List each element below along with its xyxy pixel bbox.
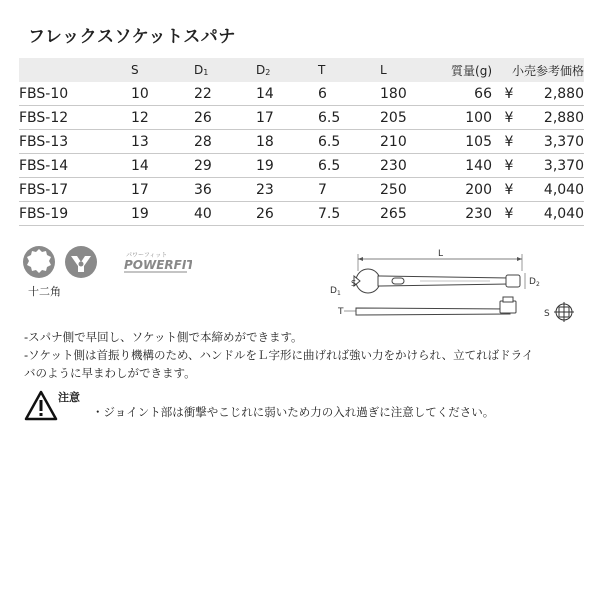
cell-d2: 26 [256, 202, 318, 226]
table-row [19, 130, 584, 154]
cell-mass: 66 [444, 82, 492, 106]
cell-t: 7.5 [318, 202, 380, 226]
table-row [19, 202, 584, 226]
cell-d1: 36 [194, 178, 256, 202]
cell-model: FBS-12 [19, 106, 131, 130]
cell-model: FBS-14 [19, 154, 131, 178]
cell-d1: 28 [194, 130, 256, 154]
cell-t: 6.5 [318, 154, 380, 178]
cell-t: 6 [318, 82, 380, 106]
cell-d1: 26 [194, 106, 256, 130]
powerfit-logo [124, 252, 192, 272]
header-t: T [318, 58, 380, 82]
header-model [19, 58, 131, 82]
cell-d2: 17 [256, 106, 318, 130]
table-row [19, 82, 584, 106]
label-d2: $D_2$ [529, 277, 540, 288]
svg-text:パワーフィット: パワーフィット [126, 252, 168, 259]
cell-l: 180 [380, 82, 444, 106]
twelve-point-label: 十二角 [28, 285, 61, 298]
table-row [19, 178, 584, 202]
cell-s: 19 [131, 202, 194, 226]
label-s: S [351, 279, 357, 288]
note-line: -スパナ側で早回し、ソケット側で本締めができます。 [24, 330, 303, 344]
wrench-top-view [354, 269, 520, 293]
cell-l: 210 [380, 130, 444, 154]
cell-s: 14 [131, 154, 194, 178]
table-row [19, 106, 584, 130]
caution-label: 注意 [58, 391, 80, 404]
header-d1: $D_1$ [194, 58, 256, 82]
cell-d2: 18 [256, 130, 318, 154]
cell-s: 10 [131, 82, 194, 106]
cell-d1: 22 [194, 82, 256, 106]
caution-text: ・ジョイント部は衝撃やこじれに弱いため力の入れ過ぎに注意してください。 [92, 405, 495, 419]
header-price: 小売参考価格 [492, 58, 584, 82]
cell-model: FBS-13 [19, 130, 131, 154]
table-row [19, 154, 584, 178]
page-title: フレックスソケットスパナ [28, 27, 236, 47]
cell-l: 230 [380, 154, 444, 178]
cell-currency: ¥ [492, 82, 526, 106]
twelve-point-icon [23, 246, 55, 278]
cell-t: 7 [318, 178, 380, 202]
wrench-side-view [344, 297, 516, 315]
label-s2: S [544, 309, 550, 319]
header-mass: 質量(g) [444, 58, 492, 82]
cell-d2: 14 [256, 82, 318, 106]
cell-l: 265 [380, 202, 444, 226]
cell-price: 4,040 [526, 178, 584, 202]
cell-mass: 140 [444, 154, 492, 178]
cell-price: 4,040 [526, 202, 584, 226]
svg-text:POWERFIT: POWERFIT [124, 258, 192, 272]
cell-model: FBS-19 [19, 202, 131, 226]
cell-d1: 29 [194, 154, 256, 178]
cell-price: 3,370 [526, 130, 584, 154]
cell-t: 6.5 [318, 106, 380, 130]
table-header-row [19, 58, 584, 82]
cell-l: 205 [380, 106, 444, 130]
cell-currency: ¥ [492, 154, 526, 178]
cell-d2: 19 [256, 154, 318, 178]
cell-s: 13 [131, 130, 194, 154]
spec-table [19, 58, 584, 226]
cell-d2: 23 [256, 178, 318, 202]
cell-l: 250 [380, 178, 444, 202]
cell-model: FBS-17 [19, 178, 131, 202]
cell-s: 12 [131, 106, 194, 130]
cell-currency: ¥ [492, 106, 526, 130]
header-l: L [380, 58, 444, 82]
cell-currency: ¥ [492, 178, 526, 202]
cell-s: 17 [131, 178, 194, 202]
label-d1: $D_1$ [330, 286, 341, 297]
note-line: バのように早まわしができます。 [24, 366, 196, 380]
cell-model: FBS-10 [19, 82, 131, 106]
flex-socket-icon [65, 246, 97, 278]
cell-currency: ¥ [492, 130, 526, 154]
header-s: S [131, 58, 194, 82]
label-t: T [338, 307, 344, 317]
cell-mass: 200 [444, 178, 492, 202]
cell-mass: 105 [444, 130, 492, 154]
cell-price: 2,880 [526, 106, 584, 130]
header-d2: $D_2$ [256, 58, 318, 82]
warning-icon [24, 390, 58, 426]
cell-mass: 230 [444, 202, 492, 226]
label-l: L [438, 249, 444, 259]
usage-notes [24, 328, 584, 382]
cell-mass: 100 [444, 106, 492, 130]
cell-currency: ¥ [492, 202, 526, 226]
cell-d1: 40 [194, 202, 256, 226]
note-line: -ソケット側は首振り機構のため、ハンドルをＬ字形に曲げれば強い力をかけられ、立てればドライ [24, 348, 534, 362]
cell-price: 2,880 [526, 82, 584, 106]
square-drive-symbol [554, 302, 574, 322]
cell-price: 3,370 [526, 154, 584, 178]
cell-t: 6.5 [318, 130, 380, 154]
wrench-diagram [330, 245, 580, 329]
